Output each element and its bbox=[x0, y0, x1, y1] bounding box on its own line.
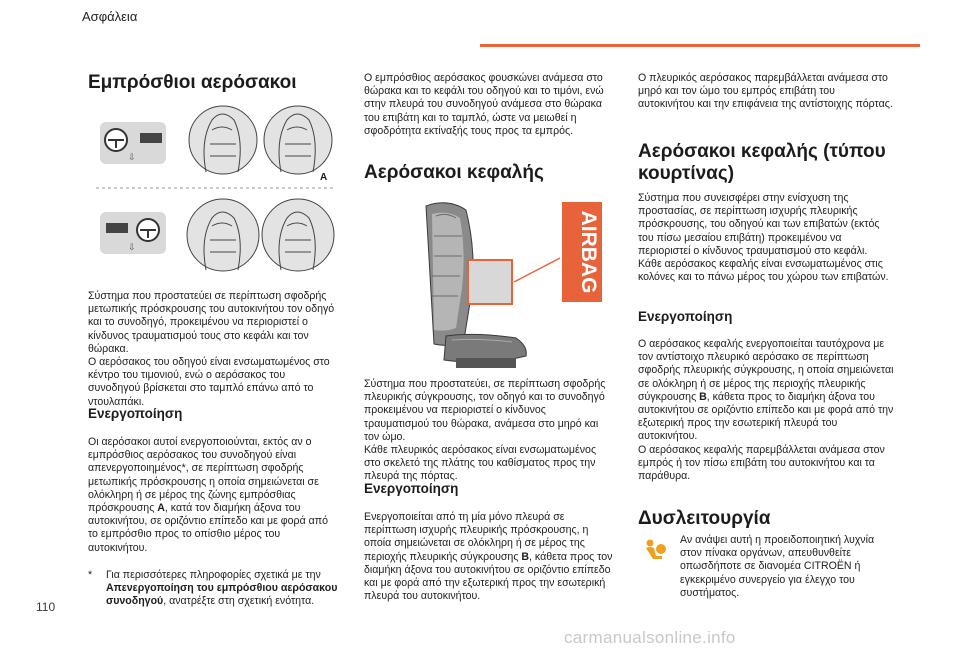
footnote-link: Απενεργοποίηση του εμπρόσθιου αερόσακου συνοδηγού bbox=[106, 582, 338, 608]
watermark: carmanualsonline.info bbox=[564, 628, 736, 647]
header-accent-rule bbox=[480, 44, 920, 47]
curtain-activation-heading: Ενεργοποίηση bbox=[638, 309, 733, 324]
dashboard-bottom-illustration bbox=[100, 212, 166, 254]
footnote-star: * bbox=[88, 569, 93, 581]
front-airbag-figure bbox=[88, 100, 338, 280]
zone-label-a: A bbox=[320, 172, 328, 183]
front-airbags-location: Ο αερόσακος του οδηγού είναι ενσωματωμένος στο κέντρο του τιμονιού, ενώ ο αερόσακος του συνοδηγού βρίσκεται στο ταμπλό επάνω από το ντουλαπάκι. bbox=[88, 356, 330, 408]
curtain-airbags-text bbox=[638, 192, 894, 284]
side-airbags-text bbox=[364, 378, 614, 484]
front-airbags-title: Εμπρόσθιοι αερόσακοι bbox=[88, 72, 297, 93]
side-activation-heading: Ενεργοποίηση bbox=[364, 481, 459, 496]
side-activation-text: Ενεργοποιείται από τη μία μόνο πλευρά σε περίπτωση ισχυρής πλευρικής πρόσκρουσης, η οποία σημειώνεται σε ολόκληρη ή σε μέρος της περιοχής πλευρικής σύγκρουσης B, κάθετα προς τον διαμήκη άξονα του αυτοκινήτου σε οριζόντιο επίπεδο και με φορά από την εξωτερική προς την εσωτερική πλευρά του αυτοκινήτου. bbox=[364, 511, 613, 603]
front-airbags-intro: Σύστημα που προστατεύει σε περίπτωση σφοδρής μετωπικής πρόσκρουσης του αυτοκινήτου τον οδηγό και το συνοδηγό, προκειμένου να περιοριστεί ο κίνδυνος τραυματισμού τους στο κεφάλι και τον θώρακα. bbox=[88, 290, 335, 355]
curtain-activation-text: Ο αερόσακος κεφαλής ενεργοποιείται ταυτόχρονα με τον αντίστοιχο πλευρικό αερόσακο σε περίπτωση σφοδρής πλευρικής σύγκρουσης, η οποία σημειώνεται σε ολόκληρη ή σε μέρος της περιοχής πλευρικής σύγκρουσης B, κάθετα προς το διαμήκη άξονα του αυτοκινήτου σε οριζόντιο επίπεδο και με φορά από την εξωτερική προς την εσωτερική πλευρά του αυτοκινήτου. Ο αερόσακος κεφαλής παρεμβάλλεται ανάμεσα στον εμπρός ή τον πίσω επιβάτη του αυτοκινήτου και τα παράθυρα. bbox=[638, 338, 894, 483]
page-number: 110 bbox=[36, 600, 56, 614]
seat-top-illustration bbox=[189, 106, 332, 174]
side-airbag-position-text: Ο πλευρικός αερόσακος παρεμβάλλεται ανάμεσα στο μηρό και τον ώμο του εμπρός επιβάτη του αυτοκινήτου και την επιφάνεια της αντίστοιχης πόρτας. bbox=[638, 72, 893, 111]
front-activation-text: Οι αερόσακοι αυτοί ενεργοποιούνται, εκτός αν ο εμπρόσθιος αερόσακος του συνοδηγού είναι απενεργοποιημένος*, σε περίπτωση σφοδρής μετωπικής πρόσκρουσης η οποία σημειώνεται σε ολόκληρη ή σε μέρος της ζώνης εμπρόσθιας πρόσκρουσης A, κατά τον διαμήκη άξονα του αυτοκινήτου, σε οριζόντιο επίπεδο και με φορά από το εμπρόσθιο προς το οπίσθιο μέρος του αυτοκινήτου. bbox=[88, 436, 328, 554]
curtain-airbags-title: Αερόσακοι κεφαλής (τύπου κουρτίνας) bbox=[638, 141, 886, 184]
malfunction-text: Αν ανάψει αυτή η προειδοποιητική λυχνία στον πίνακα οργάνων, απευθυνθείτε οπωσδήποτε σε διανομέα CITROËN ή εγκεκριμένο συνεργείο για έλεγχο του συστήματος. bbox=[680, 534, 875, 599]
head-airbags-title: Αερόσακοι κεφαλής bbox=[364, 162, 544, 183]
malfunction-title: Δυσλειτουργία bbox=[638, 508, 771, 529]
footnote: * Για περισσότερες πληροφορίες σχετικά με την Απενεργοποίηση του εμπρόσθιου αερόσακου συνοδηγού, ανατρέξτε στη σχετική ενότητα. bbox=[88, 569, 338, 608]
front-airbags-text bbox=[88, 290, 336, 409]
seat-bottom-illustration bbox=[187, 199, 334, 271]
svg-text:⇩: ⇩ bbox=[128, 242, 136, 252]
section-header: Ασφάλεια bbox=[82, 9, 138, 24]
side-airbags-location: Κάθε πλευρικός αερόσακος είναι ενσωματωμένος στο σκελετό της πλάτης του καθίσματος προς την πλευρά της πόρτας. bbox=[364, 444, 597, 483]
curtain-airbags-desc: Σύστημα που συνεισφέρει στην ενίσχυση της προστασίας, σε περίπτωση ισχυρής πλευρικής πρόσκρουσης, του οδηγού και των επιβατών (εκτός του πίσω μεσαίου επιβάτη) προκειμένου να περιοριστεί ο κίνδυνος τραυματισμού στο κεφάλι. bbox=[638, 192, 880, 257]
curtain-airbags-location: Κάθε αερόσακος κεφαλής είναι ενσωματωμένος στις κολόνες και το πάνω μέρος του χώρου των επιβατών. bbox=[638, 258, 889, 284]
airbag-label: AIRBAG bbox=[577, 210, 600, 294]
seat-illustration bbox=[426, 203, 526, 368]
side-airbags-desc: Σύστημα που προστατεύει, σε περίπτωση σφοδρής πλευρικής σύγκρουσης, τον οδηγό και το συνοδηγό προκειμένου να περιοριστεί ο κίνδυνος τραυματισμού του θώρακα, ανάμεσα στο μηρό και τον ώμο. bbox=[364, 378, 606, 443]
airbag-pointer-line bbox=[514, 258, 560, 282]
svg-text:⇩: ⇩ bbox=[128, 152, 136, 162]
side-airbag-seat-figure bbox=[396, 196, 612, 374]
front-airbag-inflation-text: Ο εμπρόσθιος αερόσακος φουσκώνει ανάμεσα στο θώρακα και το κεφάλι του οδηγού και το τιμόνι, ενώ στην πλευρά του συνοδηγού ανάμεσα στο θώρακα του επιβάτη και το ταμπλό, ώστε να μειωθεί η σφοδρότητα εκτίναξής τους προς τα εμπρός. bbox=[364, 72, 604, 137]
zone-b-ref-curtain: B bbox=[699, 390, 707, 403]
front-activation-heading: Ενεργοποίηση bbox=[88, 406, 183, 421]
airbag-warning-lamp-icon bbox=[641, 538, 667, 564]
zone-a-ref: A bbox=[157, 502, 165, 515]
zone-b-ref: B bbox=[521, 550, 530, 563]
dashboard-top-illustration bbox=[100, 122, 166, 164]
